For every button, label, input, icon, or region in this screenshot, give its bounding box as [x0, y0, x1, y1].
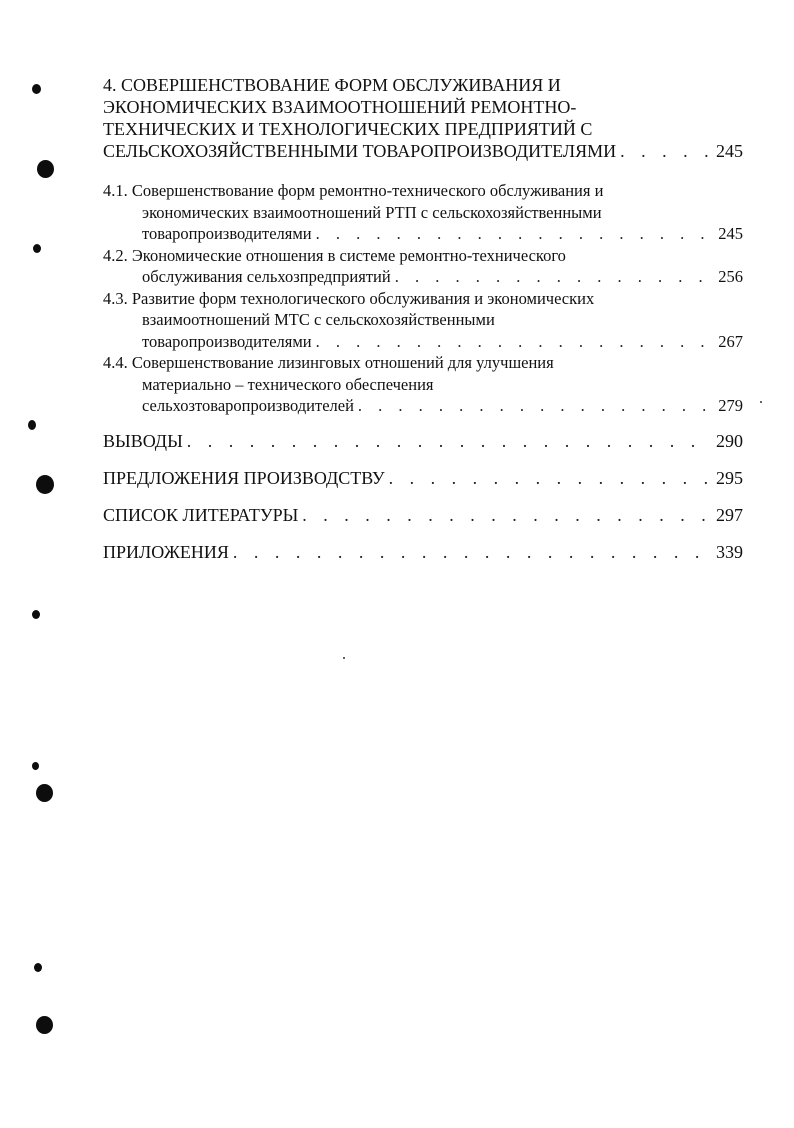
toc-subsection-4-2	[103, 245, 743, 288]
dot-leader	[316, 331, 715, 353]
binder-hole	[36, 1016, 53, 1034]
dot-leader	[358, 395, 714, 417]
toc-line	[103, 245, 743, 267]
binder-hole	[37, 160, 54, 178]
toc-line	[103, 309, 743, 331]
toc-entry-title: ПРЕДЛОЖЕНИЯ ПРОИЗВОДСТВУ	[103, 467, 385, 488]
toc-subsection-text: обслуживания сельхозпредприятий	[142, 267, 391, 286]
toc-page-number: 295	[716, 467, 743, 488]
toc-line	[103, 352, 743, 374]
toc-chapter-text: ТЕХНИЧЕСКИХ И ТЕХНОЛОГИЧЕСКИХ ПРЕДПРИЯТИЙ С	[103, 119, 593, 139]
toc-line	[103, 374, 743, 396]
toc-entry-references	[103, 504, 743, 526]
toc-subsection-text: 4.3. Развитие форм технологического обслуживания и экономических	[103, 288, 595, 308]
dot-leader	[395, 266, 715, 288]
dot-leader	[233, 541, 712, 563]
toc-page-number: 297	[716, 504, 743, 525]
toc-subsection-text: 4.4. Совершенствование лизинговых отношений для улучшения	[103, 353, 554, 372]
toc-page-number: 245	[716, 141, 743, 161]
toc-page-number: 256	[718, 267, 743, 286]
toc-entry-proposals	[103, 467, 743, 489]
toc-page-number: 279	[718, 396, 743, 415]
binder-hole	[36, 784, 53, 802]
toc-chapter-4	[103, 74, 743, 162]
toc-chapter-text: СЕЛЬСКОХОЗЯЙСТВЕННЫМИ ТОВАРОПРОИЗВОДИТЕЛЯМИ	[103, 141, 617, 161]
toc-entry-title: ПРИЛОЖЕНИЯ	[103, 541, 229, 562]
toc-line	[103, 504, 743, 526]
toc-line	[103, 331, 743, 353]
toc-entry-title: СПИСОК ЛИТЕРАТУРЫ	[103, 504, 299, 525]
toc-entry-title: ВЫВОДЫ	[103, 430, 183, 451]
toc-subsection-text: экономических взаимоотношений РТП с сельскохозяйственными	[142, 202, 602, 222]
toc-line	[103, 223, 743, 245]
toc-line	[103, 430, 743, 452]
toc-subsection-text: взаимоотношений МТС с сельскохозяйственными	[142, 310, 495, 329]
toc-subsection-4-3	[103, 288, 743, 353]
toc-page-number: 339	[716, 541, 743, 562]
toc-line	[103, 395, 743, 417]
toc-line	[103, 288, 743, 310]
toc-line	[103, 118, 743, 140]
binder-hole-mark	[33, 244, 41, 253]
toc-subsection-4-1	[103, 180, 743, 245]
scan-speck	[343, 657, 345, 659]
toc-entry-conclusions	[103, 430, 743, 452]
toc-subsection-text: 4.2. Экономические отношения в системе ремонтно-технического	[103, 245, 566, 265]
toc-page-number: 245	[718, 224, 743, 243]
toc-subsection-4-4	[103, 352, 743, 417]
toc-subsection-text: 4.1. Совершенствование форм ремонтно-технического обслуживания и	[103, 181, 604, 200]
toc-line	[103, 266, 743, 288]
toc-line	[103, 140, 743, 162]
toc-subsection-text: сельхозтоваропроизводителей	[142, 396, 354, 415]
dot-leader	[316, 223, 715, 245]
dot-leader	[187, 430, 712, 452]
toc-subsection-text: товаропроизводителями	[142, 331, 312, 351]
binder-hole-mark	[32, 610, 40, 619]
dot-leader	[302, 504, 712, 526]
binder-hole-mark	[32, 84, 41, 94]
toc-line	[103, 180, 743, 202]
binder-hole	[36, 475, 54, 494]
binder-hole-mark	[34, 963, 42, 972]
toc-line	[103, 96, 743, 118]
toc-chapter-text: ЭКОНОМИЧЕСКИХ ВЗАИМООТНОШЕНИЙ РЕМОНТНО-	[103, 97, 577, 117]
toc-line	[103, 74, 743, 96]
toc-subsection-text: товаропроизводителями	[142, 224, 312, 243]
toc-line	[103, 541, 743, 563]
toc-line	[103, 467, 743, 489]
dot-leader	[620, 140, 712, 162]
toc-page-number: 290	[716, 430, 743, 451]
toc-entry-appendices	[103, 541, 743, 563]
toc-page-number: 267	[718, 331, 743, 351]
table-of-contents	[103, 74, 743, 563]
toc-line	[103, 202, 743, 224]
toc-subsection-text: материально – технического обеспечения	[142, 374, 434, 394]
scan-speck	[760, 401, 762, 403]
toc-chapter-text: 4. СОВЕРШЕНСТВОВАНИЕ ФОРМ ОБСЛУЖИВАНИЯ И	[103, 75, 561, 95]
dot-leader	[389, 467, 712, 489]
binder-hole-mark	[32, 762, 39, 770]
binder-hole-mark	[28, 420, 36, 430]
